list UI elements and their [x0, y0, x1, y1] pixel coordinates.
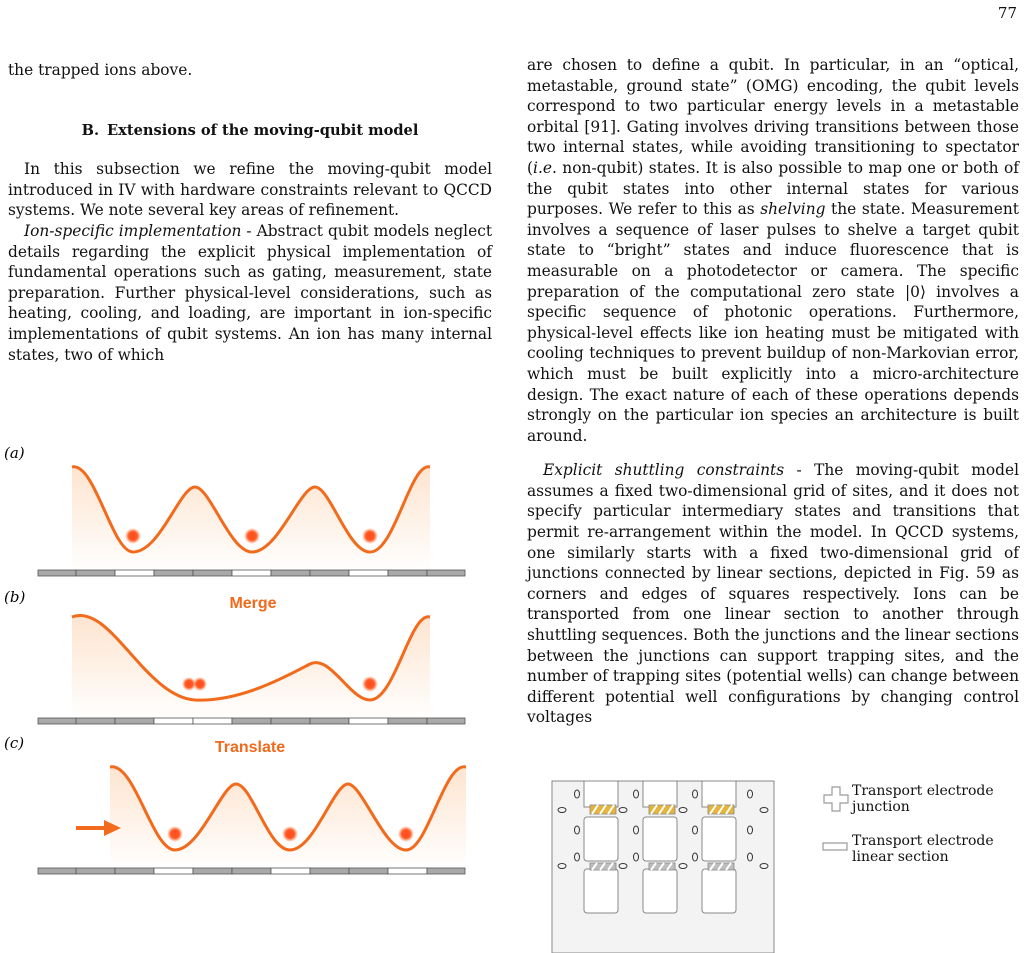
potential-glow-c	[110, 767, 466, 870]
electrode-row-c	[38, 868, 465, 874]
left-paragraph-2-text: - Abstract qubit models neglect details regarding the explicit physical implementation of fundamental operations such as gating, measurement, state preparation. Further physical-level considerations, such as heating, cooling, and loading, are important in ion-specific implementations of qubit systems. An ion has many internal states, two of which	[8, 221, 493, 364]
potential-glow-b	[72, 615, 430, 720]
ion	[125, 528, 141, 544]
ion	[398, 826, 414, 842]
section-title: Extensions of the moving-qubit model	[107, 121, 419, 139]
ion	[362, 528, 378, 544]
page-number: 77	[997, 4, 1017, 22]
ion	[244, 528, 260, 544]
panel-b-title: Merge	[229, 595, 277, 612]
ion	[167, 826, 183, 842]
right-paragraph-2	[527, 460, 1019, 728]
panel-a	[4, 444, 465, 576]
left-paragraph-1: In this subsection we refine the moving-qubit model introduced in IV with hardware constraints relevant to QCCD systems. We note several key areas of refinement.	[8, 160, 492, 220]
left-column	[8, 60, 492, 365]
panel-c-title: Translate	[214, 739, 286, 756]
section-heading	[8, 121, 492, 142]
paragraph-lead-ion-specific: Ion-specific implementation	[24, 221, 242, 240]
panel-b-label: (b)	[4, 588, 26, 606]
legend-junction-line2: junction	[852, 799, 910, 815]
figure-potential-wells	[0, 432, 520, 953]
junction-legend-icon	[824, 787, 848, 811]
legend-junction	[824, 783, 994, 815]
legend-linear-line1: Transport electrode	[852, 833, 994, 849]
right-paragraph-1-part-b: non-qubit) states. It is also possible to map one or both of the qubit states into other internal states for various purposes. We refer to this as	[527, 158, 1019, 219]
intro-line: the trapped ions above.	[8, 61, 193, 79]
legend-linear-line2: linear section	[852, 849, 949, 865]
right-paragraph-1	[527, 55, 1019, 446]
right-paragraph-2-text: - The moving-qubit model assumes a fixed two-dimensional grid of sites, and it does not specify particular intermediary states and transitions that permit re-arrangement within the model. In QCCD systems, one similarly starts with a fixed two-dimensional grid of junctions connected by linear sections, depicted in Fig. 59 as corners and edges of squares respectively. Ions can be transported from one linear section to another through shuttling sequences. Both the junctions and the linear sections between the junctions can support trapping sites, and the number of trapping sites (potential wells) can change between different potential well configurations by changing control voltages	[527, 461, 1020, 727]
panel-c-label: (c)	[4, 734, 25, 752]
panel-b	[4, 588, 465, 724]
shelving-term: shelving	[760, 200, 826, 219]
linear-section-legend-icon	[823, 843, 847, 850]
legend-linear-section	[823, 833, 994, 865]
ion	[362, 676, 378, 692]
electrode-row-b	[38, 718, 465, 724]
ie-abbreviation: i.e.	[533, 158, 557, 177]
right-paragraph-1-part-a: are chosen to define a qubit. In particular, in an “optical, metastable, ground state” (OMG) encoding, the qubit levels correspond to two particular energy levels in a metastable orbital [91]. Gating involves driving transitions between those two internal states, while avoiding transitioning to spectator (	[527, 56, 1019, 177]
ion	[193, 677, 207, 691]
potential-glow-a	[72, 467, 430, 572]
panel-c	[4, 734, 466, 874]
panel-a-label: (a)	[4, 444, 25, 462]
right-column	[527, 55, 1019, 728]
section-number: B.	[81, 121, 100, 139]
ion	[282, 826, 298, 842]
paragraph-lead-shuttling: Explicit shuttling constraints	[543, 461, 785, 480]
left-paragraph-2	[8, 221, 492, 365]
legend-junction-line1: Transport electrode	[852, 783, 994, 799]
electrode-grid	[552, 781, 774, 953]
figure-qccd-grid	[540, 775, 1029, 953]
right-paragraph-1-part-c: the state. Measurement involves a sequence of laser pulses to shelve a target qubit state to “bright” states and induce fluorescence that is measurable on a photodetector or camera. The specific preparation of the computational zero state |0⟩ involves a specific sequence of photonic operations. Furthermore, physical-level effects like ion heating must be mitigated with cooling techniques to prevent buildup of non-Markovian error, which must be built explicitly into a micro-architecture design. The exact nature of each of these operations depends strongly on the particular ion species an architecture is built around.	[527, 200, 1019, 445]
electrode-row-a	[38, 570, 465, 576]
